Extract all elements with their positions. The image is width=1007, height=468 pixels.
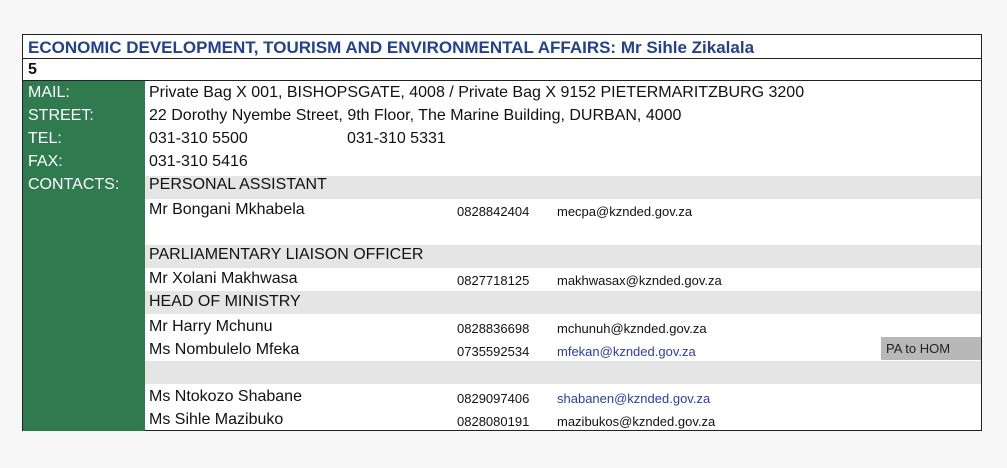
- number-row: [23, 59, 981, 81]
- tel-value-1: 031-310 5500: [149, 130, 248, 147]
- contact-phone: 0827718125: [457, 273, 530, 288]
- contact-phone: 0828836698: [457, 321, 530, 336]
- contact-email[interactable]: mazibukos@kznded.gov.za: [557, 414, 716, 429]
- band-blank: [145, 361, 981, 384]
- tel-label: TEL:: [28, 130, 62, 147]
- street-value: 22 Dorothy Nyembe Street, 9th Floor, The Marine Building, DURBAN, 4000: [149, 107, 682, 124]
- mail-label: MAIL:: [28, 84, 70, 101]
- street-label: STREET:: [28, 107, 94, 124]
- contact-phone: 0828842404: [457, 204, 530, 219]
- contact-phone: 0829097406: [457, 391, 530, 406]
- contact-email[interactable]: mfekan@kznded.gov.za: [557, 344, 696, 359]
- contact-email[interactable]: shabanen@kznded.gov.za: [557, 391, 711, 406]
- fax-value: 031-310 5416: [149, 153, 248, 170]
- contact-table: [22, 34, 982, 431]
- label-column: [23, 81, 145, 431]
- entry-number: 5: [28, 61, 37, 78]
- tel-value-2: 031-310 5331: [347, 130, 446, 147]
- contact-name: Mr Xolani Makhwasa: [149, 270, 298, 287]
- contacts-label: CONTACTS:: [28, 176, 120, 193]
- contact-email[interactable]: makhwasax@kznded.gov.za: [557, 273, 722, 288]
- contact-email[interactable]: mecpa@kznded.gov.za: [557, 204, 693, 219]
- contact-email[interactable]: mchunuh@kznded.gov.za: [557, 321, 707, 336]
- title-row: [23, 35, 981, 59]
- contact-name: Ms Nombulelo Mfeka: [149, 341, 300, 358]
- contact-phone: 0828080191: [457, 414, 530, 429]
- contact-phone: 0735592534: [457, 344, 530, 359]
- pa-to-hom-badge: PA to HOM: [881, 337, 981, 360]
- department-title: ECONOMIC DEVELOPMENT, TOURISM AND ENVIRONMENTAL AFFAIRS: Mr Sihle Zikalala: [28, 38, 755, 57]
- section-personal-assistant: PERSONAL ASSISTANT: [149, 176, 327, 193]
- contact-name: Ms Sihle Mazibuko: [149, 411, 284, 428]
- fax-label: FAX:: [28, 153, 63, 170]
- section-head-of-ministry: HEAD OF MINISTRY: [149, 293, 301, 310]
- contact-name: Mr Bongani Mkhabela: [149, 201, 305, 218]
- contact-name: Mr Harry Mchunu: [149, 318, 273, 335]
- contact-name: Ms Ntokozo Shabane: [149, 388, 302, 405]
- section-parliamentary-liaison: PARLIAMENTARY LIAISON OFFICER: [149, 246, 424, 263]
- mail-value: Private Bag X 001, BISHOPSGATE, 4008 / Private Bag X 9152 PIETERMARITZBURG 3200: [149, 84, 805, 101]
